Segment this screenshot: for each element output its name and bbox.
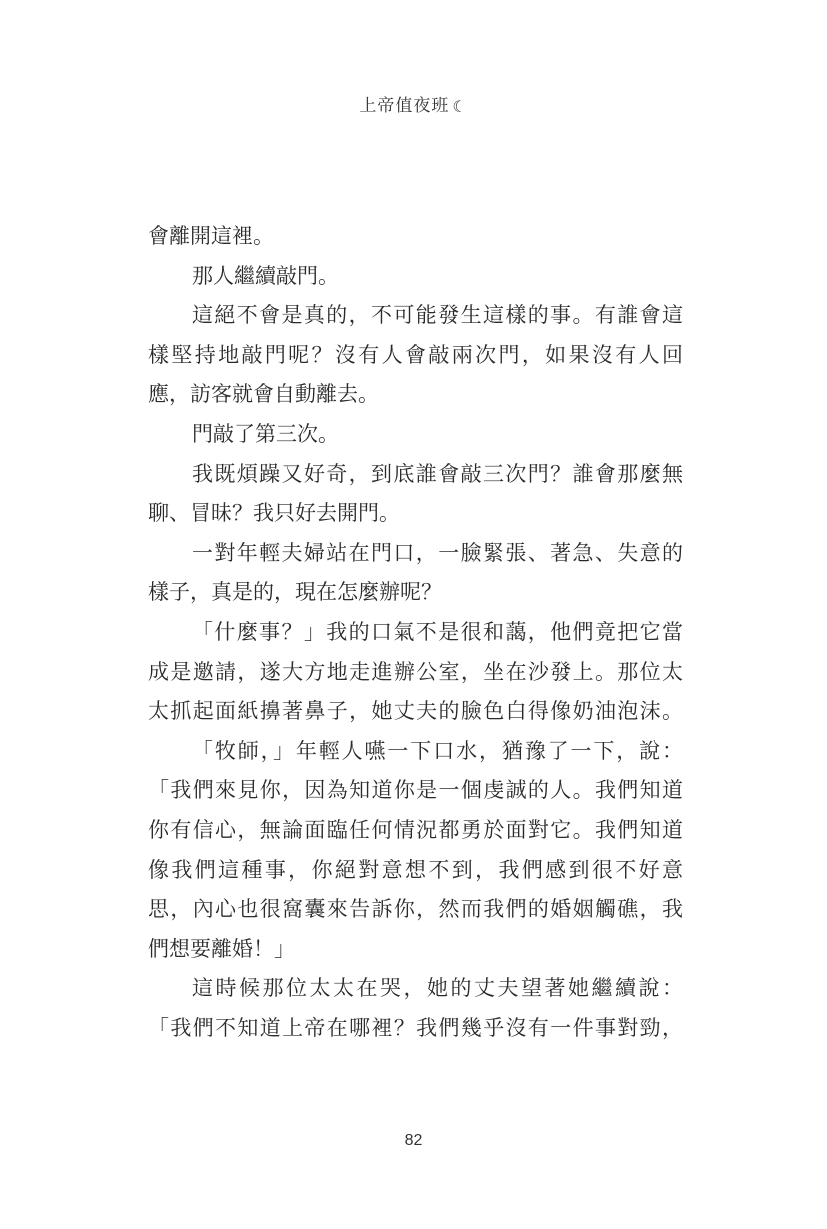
text-line: 我既煩躁又好奇，到底誰會敲三次門？誰會那麼無 xyxy=(192,461,683,486)
page-number: 82 xyxy=(404,1132,423,1149)
text-line: 「我們不知道上帝在哪裡？我們幾乎沒有一件事對勁， xyxy=(148,1015,683,1040)
text-line: 聊、冒昧？我只好去開門。 xyxy=(148,501,400,526)
text-line: 們想要離婚！」 xyxy=(148,936,295,961)
text-line: 這時候那位太太在哭，她的丈夫望著她繼續說： xyxy=(192,976,683,1001)
text-line: 太抓起面紙擤著鼻子，她丈夫的臉色白得像奶油泡沫。 xyxy=(148,699,683,724)
text-line: 思，內心也很窩囊來告訴你，然而我們的婚姻觸礁，我 xyxy=(148,897,683,922)
text-line: 成是邀請，遂大方地走進辦公室，坐在沙發上。那位太 xyxy=(148,659,683,684)
text-line: 樣子，真是的，現在怎麼辦呢？ xyxy=(148,580,442,605)
text-line: 這絕不會是真的，不可能發生這樣的事。有誰會這 xyxy=(192,303,683,328)
text-line: 一對年輕夫婦站在門口，一臉緊張、著急、失意的 xyxy=(192,540,683,565)
text-line: 樣堅持地敲門呢？沒有人會敲兩次門，如果沒有人回 xyxy=(148,342,683,367)
text-line: 像我們這種事，你絕對意想不到，我們感到很不好意 xyxy=(148,857,683,882)
text-line: 應，訪客就會自動離去。 xyxy=(148,382,379,407)
text-line: 門敲了第三次。 xyxy=(192,421,339,446)
text-line: 那人繼續敲門。 xyxy=(192,263,339,288)
text-line: 「牧師，」年輕人嚥一下口水，猶豫了一下，說： xyxy=(192,738,683,763)
body-text xyxy=(148,217,683,1048)
text-line: 「我們來見你，因為知道你是一個虔誠的人。我們知道 xyxy=(148,778,683,803)
text-line: 「什麼事？」我的口氣不是很和藹，他們竟把它當 xyxy=(192,619,683,644)
moon-icon: ☾ xyxy=(452,97,468,116)
running-header xyxy=(0,91,827,116)
text-line: 會離開這裡。 xyxy=(148,224,274,248)
text-line: 你有信心，無論面臨任何情況都勇於面對它。我們知道 xyxy=(148,817,683,842)
book-title: 上帝值夜班 xyxy=(359,96,450,116)
